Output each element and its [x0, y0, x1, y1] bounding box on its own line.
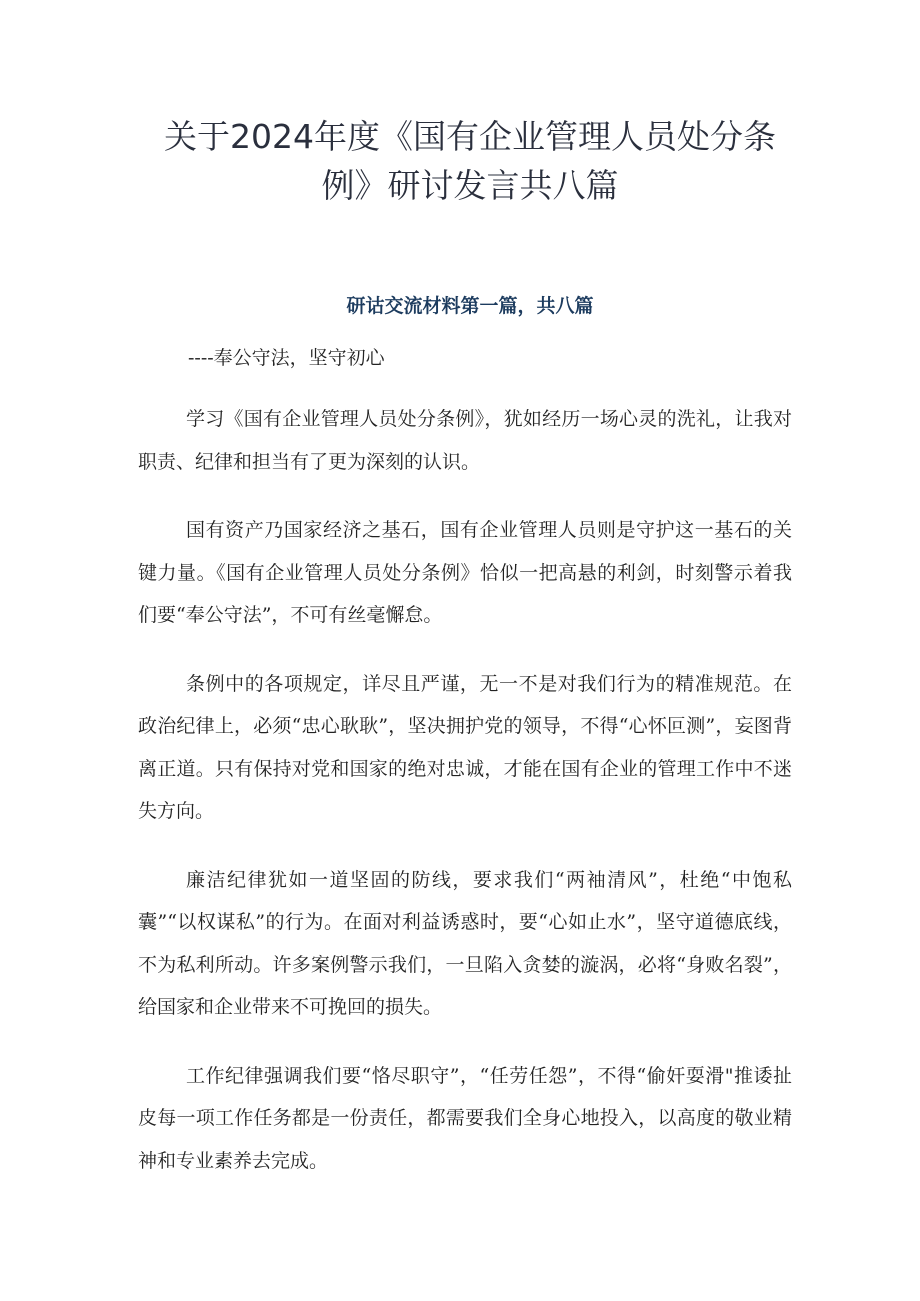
- paragraph: 学习《国有企业管理人员处分条例》，犹如经历一场心灵的洗礼，让我对职责、纪律和担当有了更为深刻的认识。: [138, 408, 792, 473]
- paragraph: 工作纪律强调我们要“恪尽职守”，“任劳任怨”，不得“偷奸耍滑"推诿扯皮每一项工作任务都是一份责任，都需要我们全身心地投入，以高度的敬业精神和专业素养去完成。: [138, 1064, 792, 1172]
- byline: ----奉公守法，坚守初心: [188, 347, 385, 369]
- paragraph: 条例中的各项规定，详尽且严谨，无一不是对我们行为的精准规范。在政治纪律上，必须“忠心耿耿”，坚决拥护党的领导，不得“心怀叵测”，妄图背离正道。只有保持对党和国家的绝对忠诚，才能在国有企业的管理工作中不迷失方向。: [138, 672, 792, 822]
- paragraph: 国有资产乃国家经济之基石，国有企业管理人员则是守护这一基石的关键力量。《国有企业管理人员处分条例》恰似一把高悬的利剑，时刻警示着我们要“奉公守法”，不可有丝毫懈怠。: [138, 519, 792, 626]
- section-title: 研诂交流材料第一篇，共八篇: [346, 295, 594, 317]
- paragraph: 廉洁纪律犹如一道坚固的防线，要求我们“两袖清风”，杜绝“中饱私囊”“以权谋私”的行为。在面对利益诱惑时，要“心如止水”，坚守道德底线，不为私利所动。许多案例警示我们，一旦陷入贪婪的漩涡，必将“身败名裂”，给国家和企业带来不可挽回的损失。: [138, 868, 792, 1018]
- document-title: 关于2024年度《国有企业管理人员处分条例》研讨发言共八篇: [164, 117, 776, 205]
